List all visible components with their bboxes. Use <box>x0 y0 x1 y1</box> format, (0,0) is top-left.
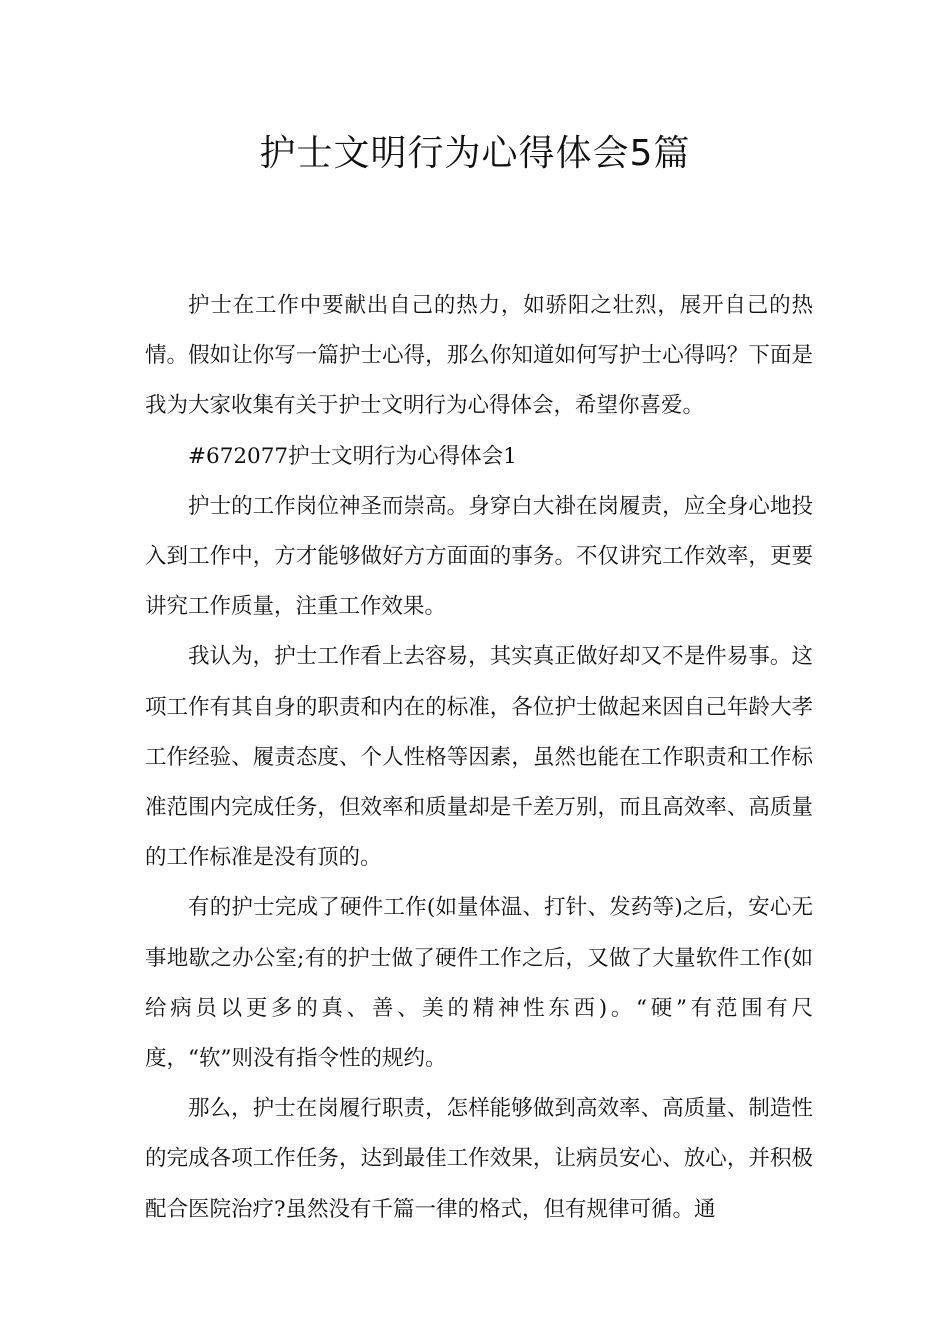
document-title: 护士文明行为心得体会5篇 <box>259 133 691 174</box>
paragraph: 我认为，护士工作看上去容易，其实真正做好却又不是件易事。这项工作有其自身的职责和内在的标准，各位护士做起来因自己年龄大孝工作经验、履责态度、个人性格等因素，虽然也能在工作职责和工作标准范围内完成任务，但效率和质量却是千差万别，而且高效率、高质量的工作标准是没有顶的。 <box>145 644 813 871</box>
paragraph-intro: 护士在工作中要献出自己的热力，如骄阳之壮烈，展开自己的热情。假如让你写一篇护士心得，那么你知道如何写护士心得吗？下面是我为大家收集有关于护士文明行为心得体会，希望你喜爱。 <box>145 293 813 419</box>
paragraph: 那么，护士在岗履行职责，怎样能够做到高效率、高质量、制造性的完成各项工作任务，达到最佳工作效果，让病员安心、放心，并积极配合医院治疗?虽然没有千篇一律的格式，但有规律可循。通 <box>145 1096 813 1222</box>
paragraph: 有的护士完成了硬件工作(如量体温、打针、发药等)之后，安心无事地歇之办公室;有的护士做了硬件工作之后，又做了大量软件工作(如给病员以更多的真、善、美的精神性东西)。“硬”有范围有尺度，“软”则没有指令性的规约。 <box>145 895 813 1072</box>
document-body <box>145 281 813 1235</box>
section-heading: #672077护士文明行为心得体会1 <box>188 443 517 469</box>
paragraph: 护士的工作岗位神圣而崇高。身穿白大褂在岗履责，应全身心地投入到工作中，方才能够做好方方面面的事务。不仅讲究工作效率，更要讲究工作质量，注重工作效果。 <box>145 493 813 620</box>
